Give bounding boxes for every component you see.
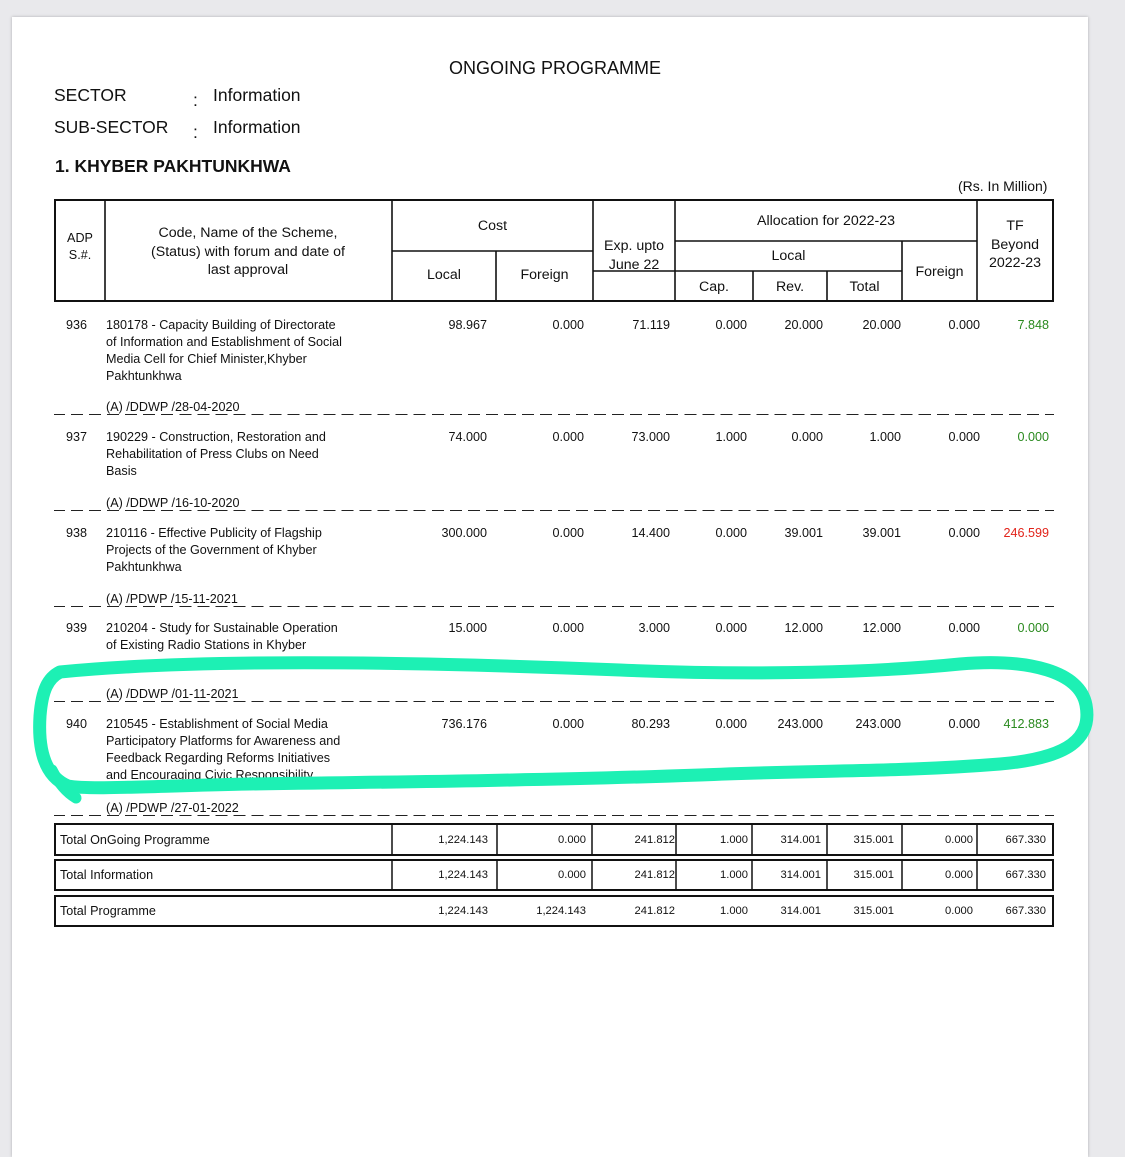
units-note: (Rs. In Million) [958,178,1048,194]
header-cap: Cap. [699,279,729,295]
header-adp: ADP S.#. [67,231,93,262]
sub-sector-label: SUB-SECTOR [54,117,169,137]
row-936-approval: (A) /DDWP /28-04-2020 [103,400,242,414]
header-total: Total [849,279,880,295]
total-programme-alloc-foreign: 0.000 [945,905,973,917]
total-ongoing-label: Total OnGoing Programme [60,833,210,847]
row-939-rev: 12.000 [784,621,823,635]
row-938-foreign: 0.000 [552,526,584,540]
page-title: ONGOING PROGRAMME [448,58,661,78]
row-939-approval: (A) /DDWP /01-11-2021 [103,687,242,701]
row-937-alloc-foreign: 0.000 [948,430,980,444]
total-programme-total: 315.001 [853,905,894,917]
row-936-total: 20.000 [862,318,901,332]
total-programme-cap: 1.000 [720,905,748,917]
header-scheme: Code, Name of the Scheme, (Status) with forum and date of last approval [151,225,345,278]
row-938-tf: 246.599 [1003,526,1049,540]
header-cost: Cost [477,218,508,234]
row-936-scheme-line3: Media Cell for Chief Minister,Khyber [106,352,307,366]
row-939-total: 12.000 [862,621,901,635]
row-937-cap: 1.000 [715,430,747,444]
row-936-foreign: 0.000 [552,318,584,332]
header-exp: Exp. upto June 22 [604,238,664,273]
header-tf: TF Beyond 2022-23 [988,218,1042,271]
row-937-scheme-line1: 190229 - Construction, Restoration and [106,430,326,444]
row-939-exp: 3.000 [638,621,670,635]
row-940-cap: 0.000 [715,717,747,731]
row-939-foreign: 0.000 [552,621,584,635]
total-programme-rev: 314.001 [780,905,821,917]
row-936-exp: 71.119 [632,318,670,332]
row-939-adp: 939 [66,621,88,635]
sector-separator: : [193,90,198,110]
sector-value: Information [213,85,301,105]
header-alloc-foreign: Foreign [915,264,964,280]
row-936-alloc-foreign: 0.000 [948,318,980,332]
total-information-label: Total Information [60,868,154,882]
row-936-tf: 7.848 [1017,318,1049,332]
total-information-tf: 667.330 [1005,869,1046,881]
row-936-cap: 0.000 [715,318,747,332]
header-cost-foreign: Foreign [520,267,569,283]
row-936-scheme-line1: 180178 - Capacity Building of Directorate [106,318,336,332]
total-programme-exp: 241.812 [634,905,675,917]
total-programme-label: Total Programme [60,904,156,918]
row-940-foreign: 0.000 [552,717,584,731]
row-939-scheme-line2: of Existing Radio Stations in Khyber [106,638,307,652]
total-information-exp: 241.812 [634,869,675,881]
row-938-scheme-line1: 210116 - Effective Publicity of Flagship [106,526,322,540]
header-cost-local: Local [427,267,461,283]
row-936-scheme-line2: of Information and Establishment of Social [106,335,342,349]
row-937-exp: 73.000 [631,430,670,444]
row-937-local: 74.000 [448,430,487,444]
total-ongoing-foreign: 0.000 [558,834,586,846]
row-937-tf: 0.000 [1017,430,1049,444]
total-information-rev: 314.001 [780,869,821,881]
row-940-adp: 940 [66,717,88,731]
row-937-rev: 0.000 [791,430,823,444]
total-ongoing-alloc-foreign: 0.000 [945,834,973,846]
row-937-foreign: 0.000 [552,430,584,444]
row-940-total: 243.000 [855,717,901,731]
row-938-scheme-line3: Pakhtunkhwa [106,560,182,574]
row-937-total: 1.000 [869,430,901,444]
row-936-local: 98.967 [448,318,487,332]
total-information-alloc-foreign: 0.000 [945,869,973,881]
row-939-scheme-line1: 210204 - Study for Sustainable Operation [106,621,338,635]
total-information-local: 1,224.143 [438,869,488,881]
row-940-exp: 80.293 [631,717,670,731]
row-938-cap: 0.000 [715,526,747,540]
total-information-foreign: 0.000 [558,869,586,881]
row-938-adp: 938 [66,526,88,540]
total-ongoing-exp: 241.812 [634,834,675,846]
total-programme-local: 1,224.143 [438,905,488,917]
sub-sector-separator: : [193,122,198,142]
row-938-approval: (A) /PDWP /15-11-2021 [103,592,241,606]
row-940-approval: (A) /PDWP /27-01-2022 [103,801,242,815]
total-information-total: 315.001 [853,869,894,881]
row-938-alloc-foreign: 0.000 [948,526,980,540]
total-ongoing-tf: 667.330 [1005,834,1046,846]
sub-sector-value: Information [213,117,301,137]
row-936-adp: 936 [66,318,88,332]
row-938-rev: 39.001 [784,526,823,540]
sector-label: SECTOR [54,85,127,105]
row-936-scheme-line4: Pakhtunkhwa [106,369,182,383]
row-940-scheme-line2: Participatory Platforms for Awareness and [106,734,341,748]
row-937-adp: 937 [66,430,88,444]
total-information-cap: 1.000 [720,869,748,881]
total-programme-tf: 667.330 [1005,905,1046,917]
row-939-tf: 0.000 [1017,621,1049,635]
row-940-scheme-line3: Feedback Regarding Reforms Initiatives [106,751,330,765]
total-ongoing-local: 1,224.143 [438,834,488,846]
row-938-exp: 14.400 [631,526,670,540]
total-ongoing-cap: 1.000 [720,834,748,846]
row-937-scheme-line2: Rehabilitation of Press Clubs on Need [106,447,319,461]
total-ongoing-total: 315.001 [853,834,894,846]
row-937-scheme-line3: Basis [106,464,137,478]
row-938-total: 39.001 [862,526,901,540]
section-heading: 1. KHYBER PAKHTUNKHWA [55,156,291,176]
row-939-alloc-foreign: 0.000 [948,621,980,635]
total-ongoing-rev: 314.001 [780,834,821,846]
row-940-local: 736.176 [441,717,487,731]
total-programme-foreign: 1,224.143 [536,905,586,917]
row-939-cap: 0.000 [715,621,747,635]
row-938-scheme-line2: Projects of the Government of Khyber [106,543,317,557]
row-937-approval: (A) /DDWP /16-10-2020 [103,496,242,510]
row-940-scheme-line4: and Encouraging Civic Responsibility [106,768,314,782]
header-rev: Rev. [775,279,805,295]
row-940-alloc-foreign: 0.000 [948,717,980,731]
row-939-local: 15.000 [448,621,487,635]
row-940-scheme-line1: 210545 - Establishment of Social Media [106,717,328,731]
header-alloc-local: Local [771,248,806,264]
header-allocation: Allocation for 2022-23 [756,213,896,229]
row-940-tf: 412.883 [1003,717,1049,731]
row-936-rev: 20.000 [784,318,823,332]
row-938-local: 300.000 [441,526,487,540]
row-940-rev: 243.000 [777,717,823,731]
